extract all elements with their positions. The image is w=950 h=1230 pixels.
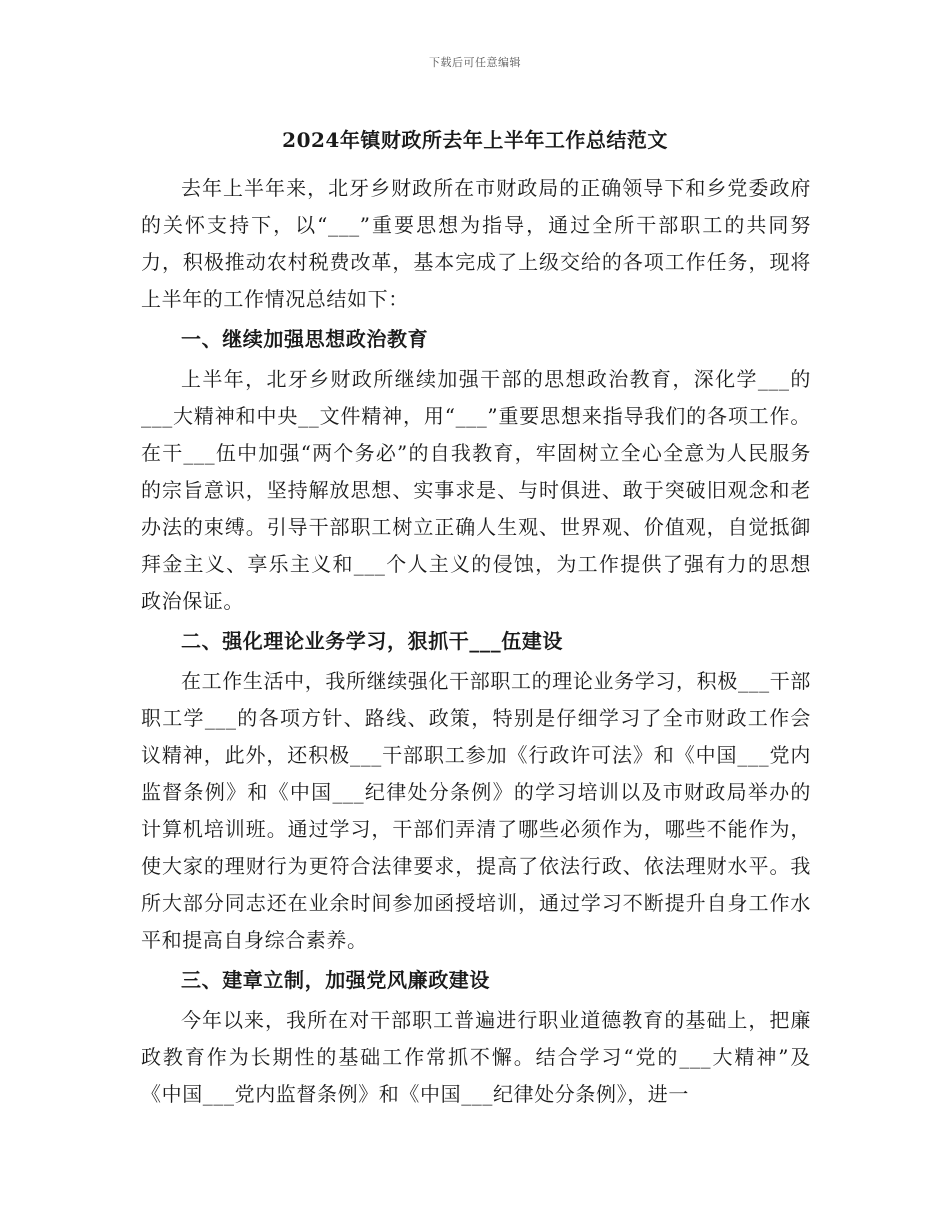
section-body-3: 今年以来，我所在对干部职工普遍进行职业道德教育的基础上，把廉政教育作为长期性的基础工作常抓不懈。结合学习“党的___大精神”及《中国___党内监督条例》和《中国___纪律处分条例》，进一 [141,1008,811,1106]
intro-paragraph: 去年上半年来，北牙乡财政所在市财政局的正确领导下和乡党委政府的关怀支持下，以“___”重要思想为指导，通过全所干部职工的共同努力，积极推动农村税费改革，基本完成了上级交给的各项工作任务，现将上半年的工作情况总结如下： [141,176,811,311]
section-heading-2: 二、强化理论业务学习，狠抓干___伍建设 [181,629,563,653]
document-body [141,170,811,1113]
header-note: 下载后可任意编辑 [429,56,521,69]
section-body-2: 在工作生活中，我所继续强化干部职工的理论业务学习，积极___干部职工学___的各项方针、路线、政策，特别是仔细学习了全市财政工作会议精神，此外，还积极___干部职工参加《行政许可法》和《中国___党内监督条例》和《中国___纪律处分条例》的学习培训以及市财政局举办的计算机培训班。通过学习，干部们弄清了哪些必须作为，哪些不能作为，使大家的理财行为更符合法律要求，提高了依法行政、依法理财水平。我所大部分同志还在业余时间参加函授培训，通过学习不断提升自身工作水平和提高自身综合素养。 [141,669,811,952]
section-heading-3: 三、建章立制，加强党风廉政建设 [181,968,490,992]
document-title: 2024年镇财政所去年上半年工作总结范文 [282,128,668,152]
section-body-1: 上半年，北牙乡财政所继续加强干部的思想政治教育，深化学___的___大精神和中央__文件精神，用“___”重要思想来指导我们的各项工作。在干___伍中加强“两个务必”的自我教育，牢固树立全心全意为人民服务的宗旨意识，坚持解放思想、实事求是、与时俱进、敢于突破旧观念和老办法的束缚。引导干部职工树立正确人生观、世界观、价值观，自觉抵御拜金主义、享乐主义和___个人主义的侵蚀，为工作提供了强有力的思想政治保证。 [141,367,811,613]
section-heading-1: 一、继续加强思想政治教育 [181,327,429,351]
